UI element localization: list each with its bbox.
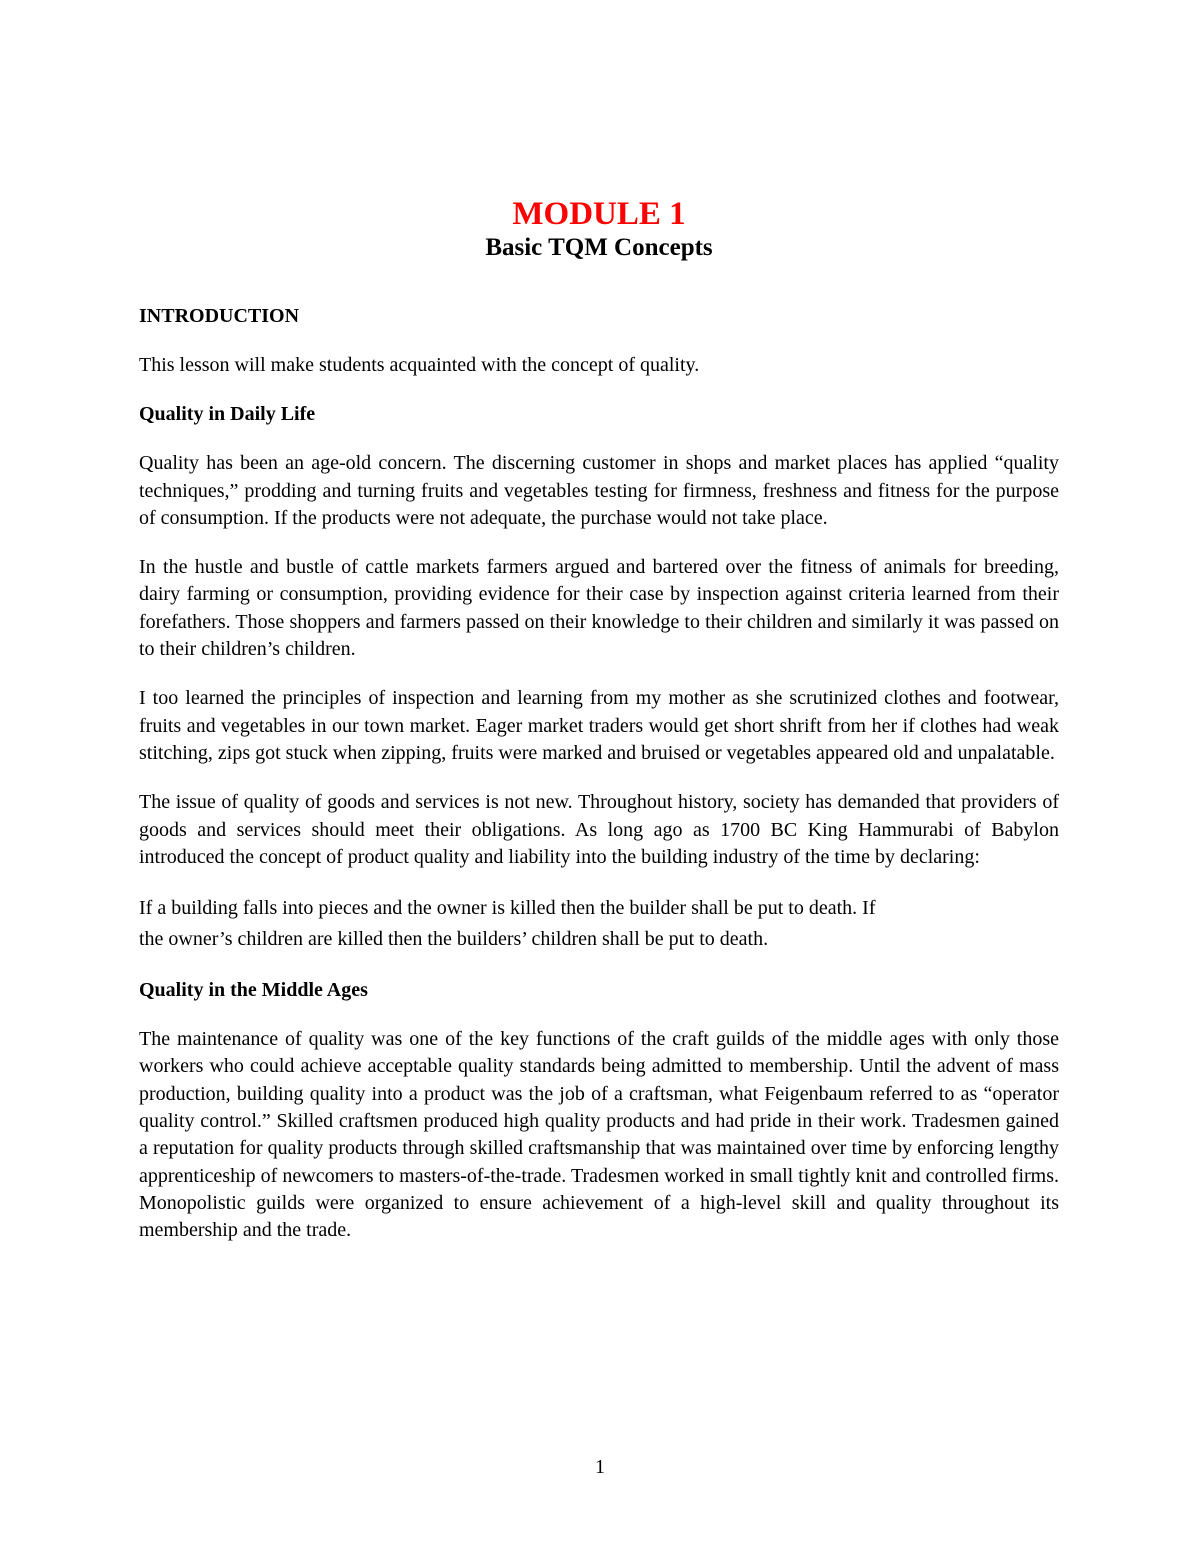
quote-line-2: the owner’s children are killed then the builders’ children shall be put to death.: [139, 928, 769, 951]
daily-life-paragraph-4: The issue of quality of goods and services is not new. Throughout history, society has demanded that providers of goods and services should meet their obligations. As long ago as 1700 BC King Hammurabi of Babylon introduced the concept of product quality and liability into the building industry of the time by declaring:: [139, 791, 1059, 868]
middle-ages-paragraph: The maintenance of quality was one of the key functions of the craft guilds of the middle ages with only those workers who could achieve acceptable quality standards being admitted to membership. Until the advent of mass production, building quality into a product was the job of a craftsman, what Feigenbaum referred to as “operator quality control.” Skilled craftsmen produced high quality products and had pride in their work. Tradesmen gained a reputation for quality products through skilled craftsmanship that was maintained over time by enforcing lengthy apprenticeship of newcomers to masters-of-the-trade. Tradesmen worked in small tightly knit and controlled firms. Monopolistic guilds were organized to ensure achievement of a high-level skill and quality throughout its membership and the trade.: [139, 1028, 1059, 1242]
hammurabi-quote: [139, 893, 1059, 955]
daily-life-paragraph-3: I too learned the principles of inspection and learning from my mother as she scrutinized clothes and footwear, fruits and vegetables in our town market. Eager market traders would get short shrift from her if clothes had weak stitching, zips got stuck when zipping, fruits were marked and bruised or vegetables appeared old and unpalatable.: [139, 687, 1059, 764]
introduction-text: This lesson will make students acquainted with the concept of quality.: [139, 354, 700, 376]
introduction-heading: INTRODUCTION: [139, 305, 300, 327]
daily-life-paragraph-2: In the hustle and bustle of cattle markets farmers argued and bartered over the fitness of animals for breeding, dairy farming or consumption, providing evidence for their case by inspection against criteria learned from their forefathers. Those shoppers and farmers passed on their knowledge to their children and similarly it was passed on to their children’s children.: [139, 556, 1059, 661]
module-title: MODULE 1: [512, 196, 686, 232]
middle-ages-heading: Quality in the Middle Ages: [139, 979, 368, 1002]
page-number: 1: [595, 1456, 605, 1478]
module-subtitle: Basic TQM Concepts: [485, 234, 713, 261]
daily-life-paragraph-1: Quality has been an age-old concern. The discerning customer in shops and market places has applied “quality techniques,” prodding and turning fruits and vegetables testing for firmness, freshness and fitness for the purpose of consumption. If the products were not adequate, the purchase would not take place.: [139, 452, 1059, 529]
document-page: [139, 195, 1059, 1267]
daily-life-heading: Quality in Daily Life: [139, 403, 316, 426]
quote-line-1: If a building falls into pieces and the owner is killed then the builder shall be put to death. If: [139, 897, 876, 920]
